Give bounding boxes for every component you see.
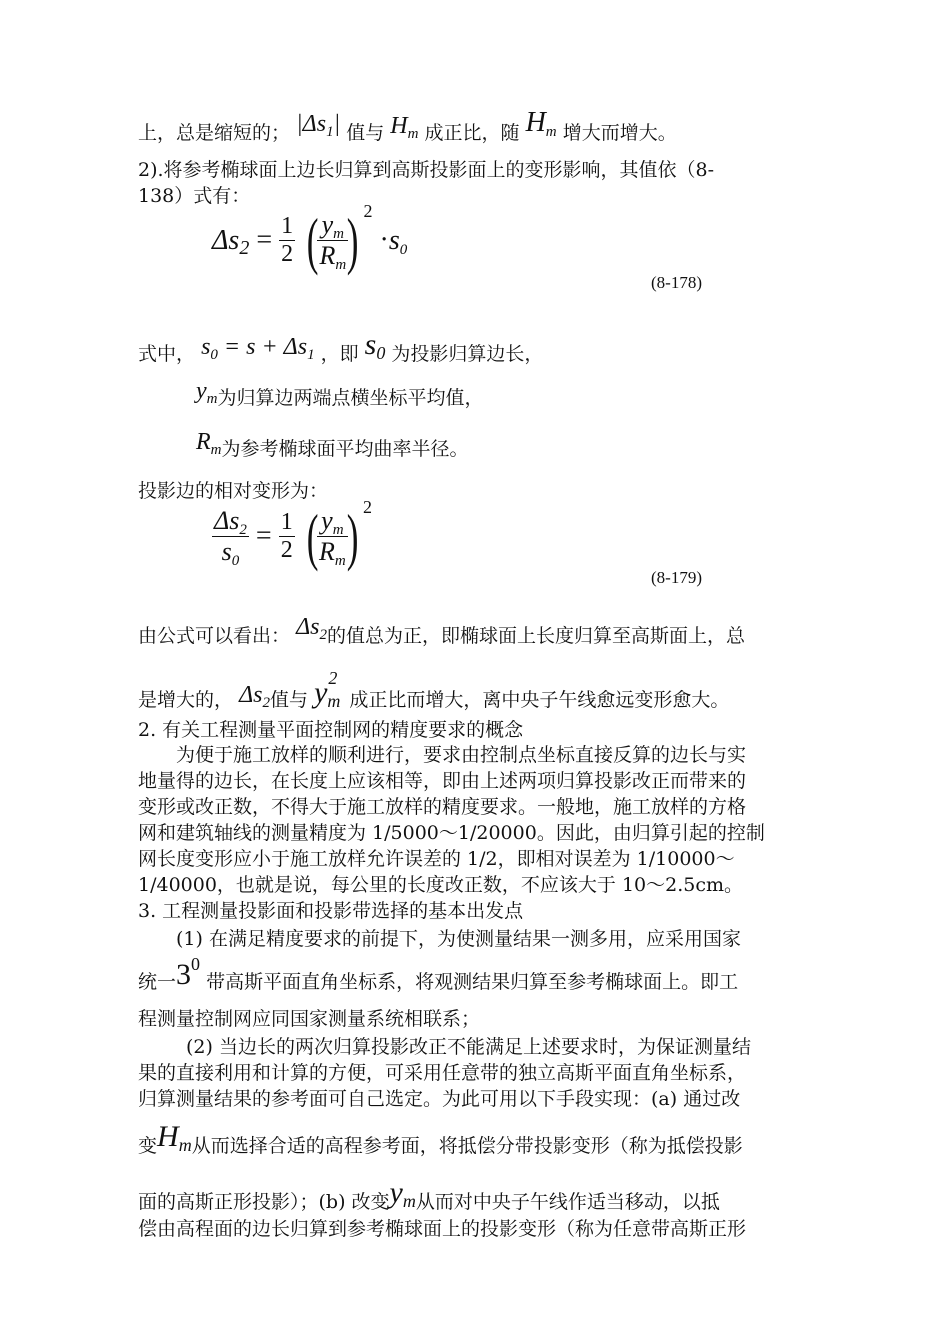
text-line-2: 2).将参考椭球面上边长归算到高斯投影面上的变形影响，其值依（8-	[138, 159, 715, 181]
section-heading-3: 3. 工程测量投影面和投影带选择的基本出发点	[138, 900, 524, 922]
H-m-symbol: $H_m$	[390, 113, 419, 142]
text-line-4: 式中， $s_0 = s + \Delta s_1$ ，即 s0 为投影归算边长，	[138, 328, 544, 365]
equation-number: (8-179)	[651, 568, 702, 587]
paragraph-line: 网长度变形应小于施工放样允许误差的 1/2，即相对误差为 1/10000～	[138, 848, 735, 870]
paragraph-line: 网和建筑轴线的测量精度为 1/5000～1/20000。因此，由归算引起的控制	[138, 822, 765, 844]
text-line-7: 投影边的相对变形为：	[138, 480, 329, 502]
abs-delta-s1: $|\Delta s_1|$	[296, 111, 341, 140]
H-m-symbol: Hm	[525, 107, 557, 140]
text-line-8: 由公式可以看出： $\Delta s_2$的值总为正，即椭球面上长度归算至高斯面上，总	[138, 614, 746, 647]
paragraph-line: (2) 当边长的两次归算投影改正不能满足上述要求时，为保证测量结	[186, 1036, 751, 1058]
paragraph-line: 地量得的边长，在长度上应该相等，即由上述两项归算投影改正而带来的	[138, 770, 747, 792]
paragraph-line: 归算测量结果的参考面可自己选定。为此可用以下手段实现：(a) 通过改	[138, 1088, 741, 1110]
text: 上，总是缩短的；	[138, 122, 291, 144]
paragraph-line: (1) 在满足精度要求的前提下，为使测量结果一测多用，应采用国家	[176, 928, 741, 950]
paragraph-line: 为便于施工放样的顺利进行，要求由控制点坐标直接反算的边长与实	[176, 744, 747, 766]
paragraph-line: 偿由高程面的边长归算到参考椭球面上的投影变形（称为任意带高斯正形	[138, 1218, 747, 1240]
formula-8-178: Δs2 = $\frac{1}{2}$ ( $\frac{ym}{Rm}$ ) $^2$ ·s0	[212, 200, 408, 276]
text-line-6: $R_m$为参考椭球面平均曲率半径。	[196, 429, 469, 460]
paragraph-line: 果的直接利用和计算的方便，可采用任意带的独立高斯平面直角坐标系，	[138, 1062, 747, 1084]
paragraph-line: 程测量控制网应同国家测量系统相联系；	[138, 1008, 481, 1030]
text-line-5: $y_m$为归算边两端点横坐标平均值，	[196, 378, 484, 409]
paragraph-line: 变Hm从而选择合适的高程参考面，将抵偿分带投影变形（称为抵偿投影	[138, 1120, 743, 1157]
paragraph-line: 变形或改正数，不得大于施工放样的精度要求。一般地，施工放样的方格	[138, 796, 747, 818]
paragraph-line: 统一$3^0$ 带高斯平面直角坐标系，将观测结果归算至参考椭球面上。即工	[138, 954, 739, 993]
text-line-1: 上，总是缩短的； $|\Delta s_1|$ 值与 $H_m$ 成正比，随 Hm 增大而增大。	[138, 107, 677, 144]
formula-8-179: $\frac{\Delta s2}{s0}$ = $\frac{1}{2}$ ( $\frac{ym}{Rm}$ ) $^2$	[214, 496, 373, 572]
paragraph-line: 1/40000，也就是说，每公里的长度改正数，不应该大于 10～2.5cm。	[138, 874, 744, 896]
text-line-9: 是增大的， $\Delta s_2$值与 $ym^2$成正比而增大，离中央子午线愈远变形愈大。	[138, 668, 730, 711]
section-heading-2: 2. 有关工程测量平面控制网的精度要求的概念	[138, 719, 524, 741]
paragraph-line: 面的高斯正形投影）；(b) 改变ym从而对中央子午线作适当移动，以抵	[138, 1176, 720, 1213]
equation-number: (8-178)	[651, 273, 702, 292]
text-line-3: 138）式有：	[138, 185, 251, 207]
